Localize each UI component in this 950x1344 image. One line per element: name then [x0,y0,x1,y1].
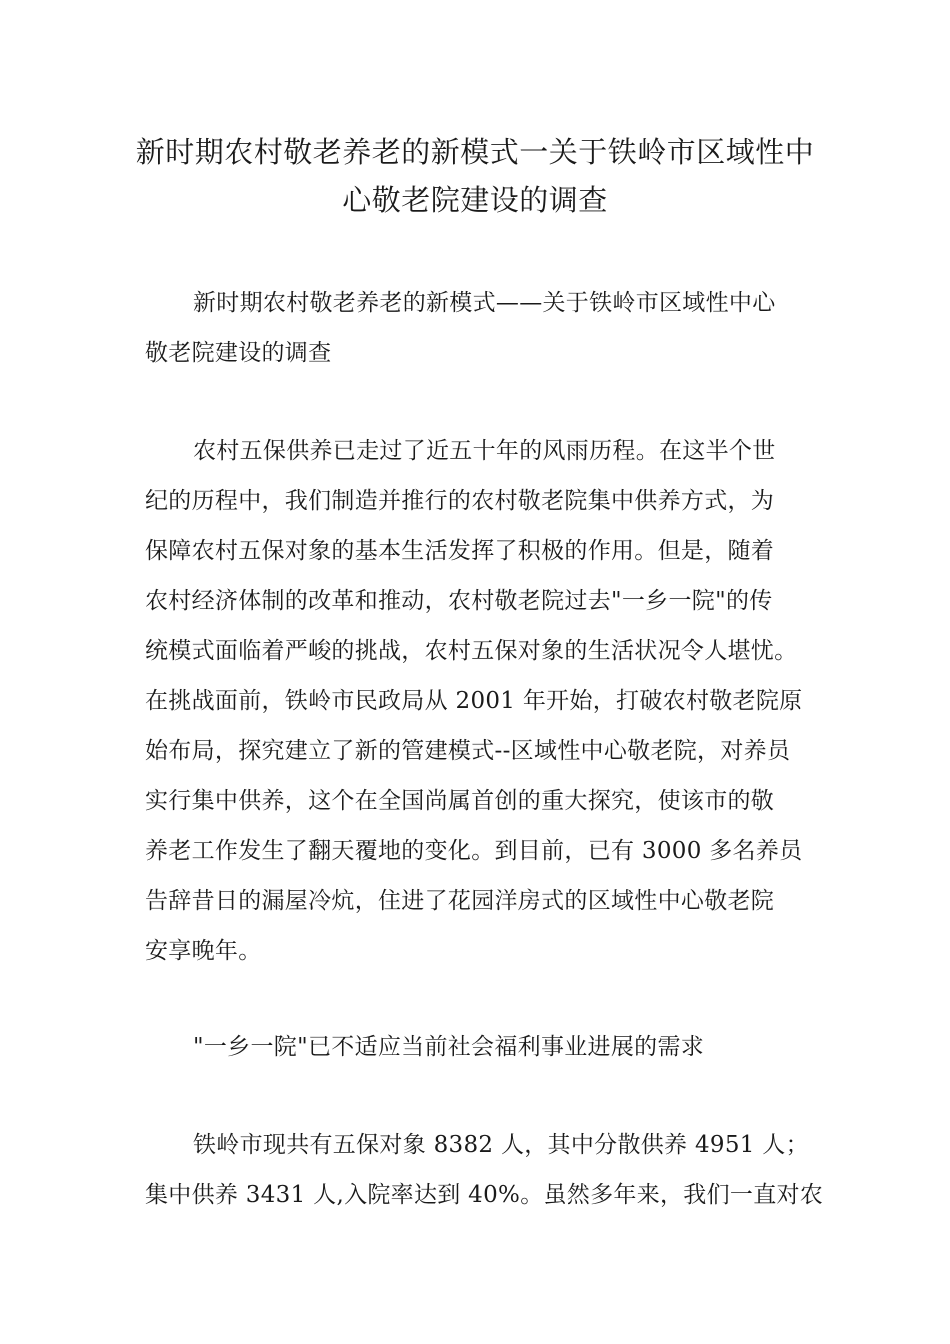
intro-line: 养老工作发生了翻天覆地的变化。到目前，已有 3000 多名养员 [145,838,803,864]
title-line: 心敬老院建设的调查 [342,183,608,217]
intro-line: 在挑战面前，铁岭市民政局从 2001 年开始，打破农村敬老院原 [145,688,803,714]
intro-paragraph [145,426,825,976]
intro-line: 统模式面临着严峻的挑战，农村五保对象的生活状况令人堪忧。 [145,638,798,664]
intro-line: 始布局，探究建立了新的管建模式--区域性中心敬老院，对养员 [145,738,791,764]
section-heading-text: "一乡一院"已不适应当前社会福利事业进展的需求 [193,1034,705,1060]
subtitle-line: 新时期农村敬老养老的新模式——关于铁岭市区域性中心 [193,290,776,316]
subtitle-paragraph [145,278,825,378]
intro-line: 农村五保供养已走过了近五十年的风雨历程。在这半个世 [193,438,776,464]
stats-line: 集中供养 3431 人,入院率达到 40%。虽然多年来，我们一直对农 [145,1182,824,1208]
subtitle-line: 敬老院建设的调查 [145,340,332,366]
title-line: 新时期农村敬老养老的新模式一关于铁岭市区域性中 [135,135,815,169]
intro-line: 实行集中供养，这个在全国尚属首创的重大探究，使该市的敬 [145,788,775,814]
intro-line: 保障农村五保对象的基本生活发挥了积极的作用。但是，随着 [145,538,775,564]
intro-line: 告辞昔日的漏屋冷炕，住进了花园洋房式的区域性中心敬老院 [145,888,775,914]
stats-paragraph [145,1120,825,1220]
intro-line: 安享晚年。 [145,938,262,964]
document-title [120,128,830,224]
intro-line: 纪的历程中，我们制造并推行的农村敬老院集中供养方式，为 [145,488,775,514]
section-heading [145,1022,825,1072]
intro-line: 农村经济体制的改革和推动，农村敬老院过去"一乡一院"的传 [145,588,773,614]
stats-line: 铁岭市现共有五保对象 8382 人，其中分散供养 4951 人； [193,1132,809,1158]
